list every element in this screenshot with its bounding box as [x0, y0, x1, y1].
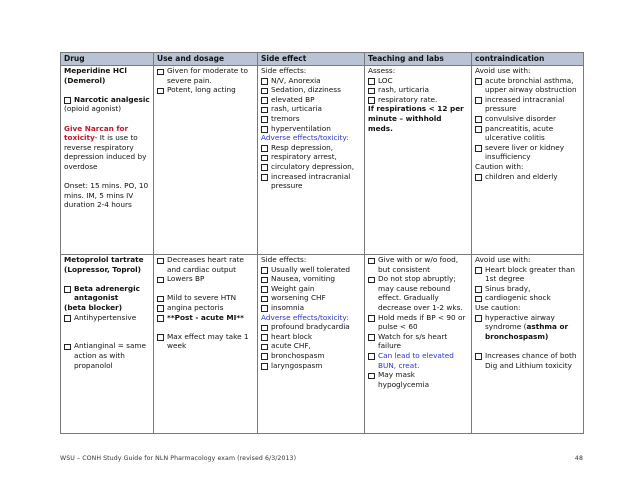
narcan-label: Give Narcan for toxicity	[64, 123, 129, 143]
list-item: Resp depression,	[261, 143, 361, 153]
list-item: Hold meds if BP < 90 or pulse < 60	[368, 313, 468, 332]
side-heading: Side effects:	[261, 255, 307, 264]
duration-text: duration 2-4 hours	[64, 200, 132, 210]
list-item: Can lead to elevated BUN, creat.	[368, 351, 468, 370]
list-item: Usually well tolerated	[261, 265, 361, 275]
side-effect-cell	[258, 255, 365, 434]
caution-heading: Use caution:	[475, 302, 521, 312]
list-item: Increases chance of both Dig and Lithium toxicity	[475, 351, 580, 370]
contra-heading: Avoid use with:	[475, 255, 531, 264]
side-heading: Side effects:	[261, 66, 307, 75]
list-item: pancreatitis, acute ulcerative colitis	[475, 124, 580, 143]
narcan-text: - It is use to reverse respiratory depression induced by overdose	[64, 133, 147, 171]
list-item: Potent, long acting	[157, 85, 254, 95]
list-item: laryngospasm	[261, 361, 361, 371]
list-item: rash, urticaria	[261, 104, 361, 114]
list-item: bronchospasm	[261, 351, 361, 361]
side-effect-cell	[258, 66, 365, 255]
list-item: **Post - acute MI**	[157, 313, 254, 323]
header-teaching: Teaching and labs	[365, 53, 472, 66]
drug-name: Meperidine HCl	[64, 66, 127, 75]
use-cell	[154, 255, 258, 434]
header-contraindication: contraindication	[472, 53, 584, 66]
list-item: N/V, Anorexia	[261, 76, 361, 86]
drug-brand: (Lopressor, Toprol)	[64, 264, 141, 274]
list-item: circulatory depression,	[261, 162, 361, 172]
narcan-note	[64, 124, 150, 172]
table-row	[61, 66, 584, 255]
drug-name: Metoprolol tartrate	[64, 255, 144, 264]
caution-heading: Caution with:	[475, 161, 524, 171]
list-item: heart block	[261, 332, 361, 342]
drug-brand: (Demerol)	[64, 75, 106, 85]
table-row	[61, 255, 584, 434]
caution-bold: asthma or bronchospasm)	[485, 322, 569, 341]
contraindication-cell	[472, 66, 584, 255]
list-item: Mild to severe HTN	[157, 293, 254, 303]
drug-class: Narcotic analgesic	[64, 95, 150, 105]
drug-cell	[61, 66, 154, 255]
drug-class-sub: (beta blocker)	[64, 302, 123, 312]
list-item: Max effect may take 1 week	[157, 332, 254, 351]
list-item: insomnia	[261, 303, 361, 313]
contra-heading: Avoid use with:	[475, 66, 531, 75]
teaching-heading: Assess:	[368, 66, 396, 75]
drug-cell	[61, 255, 154, 434]
list-item: Watch for s/s heart failure	[368, 332, 468, 351]
drug-class: Antihypertensive	[64, 313, 150, 323]
caution-text: hyperactive airway syndrome (	[485, 312, 555, 332]
list-item: elevated BP	[261, 95, 361, 105]
drug-class: Beta adrenergic antagonist	[64, 284, 150, 303]
adverse-heading: Adverse effects/toxicity:	[261, 312, 349, 322]
table-header-row	[61, 53, 584, 66]
onset-text: Onset: 15 mins. PO, 10 mins. IM, 5 mins IV	[64, 181, 149, 200]
list-item: convulsive disorder	[475, 114, 580, 124]
list-item: profound bradycardia	[261, 322, 361, 332]
drug-class: Antianginal = same action as with propanolol	[64, 341, 150, 370]
list-item: acute CHF,	[261, 341, 361, 351]
list-item: hyperventilation	[261, 124, 361, 134]
list-item: children and elderly	[475, 172, 580, 182]
list-item: severe liver or kidney insufficiency	[475, 143, 580, 162]
list-item: increased intracranial pressure	[475, 95, 580, 114]
header-side-effect: Side effect	[258, 53, 365, 66]
list-item: Nausea, vomiting	[261, 274, 361, 284]
list-item: tremors	[261, 114, 361, 124]
use-cell	[154, 66, 258, 255]
list-item: May mask hypoglycemia	[368, 370, 468, 389]
teaching-note: If respirations < 12 per minute – withhold meds.	[368, 104, 464, 133]
list-item: Weight gain	[261, 284, 361, 294]
list-item: Do not stop abruptly; may cause rebound effect. Gradually decrease over 1-2 wks.	[368, 274, 468, 312]
drug-table	[60, 52, 584, 434]
list-item: rash, urticaria	[368, 85, 468, 95]
page-number: 48	[574, 455, 583, 462]
list-item: acute bronchial asthma, upper airway obstruction	[475, 76, 580, 95]
list-item: Lowers BP	[157, 274, 254, 284]
teaching-cell	[365, 255, 472, 434]
list-item: angina pectoris	[157, 303, 254, 313]
list-item: worsening CHF	[261, 293, 361, 303]
header-use: Use and dosage	[154, 53, 258, 66]
list-item: increased intracranial pressure	[261, 172, 361, 191]
list-item: Give with or w/o food, but consistent	[368, 255, 468, 274]
list-item: Heart block greater than 1st degree	[475, 265, 580, 284]
teaching-cell	[365, 66, 472, 255]
contraindication-cell	[472, 255, 584, 434]
list-item	[475, 313, 580, 342]
list-item: respiratory arrest,	[261, 152, 361, 162]
header-drug: Drug	[61, 53, 154, 66]
drug-class-sub: (opioid agonist)	[64, 104, 122, 114]
list-item: Decreases heart rate and cardiac output	[157, 255, 254, 274]
list-item: Given for moderate to severe pain.	[157, 66, 254, 85]
page-footer	[60, 455, 583, 462]
list-item: Sedation, dizziness	[261, 85, 361, 95]
list-item: LOC	[368, 76, 468, 86]
list-item: cardiogenic shock	[475, 293, 580, 303]
list-item: Sinus brady,	[475, 284, 580, 294]
list-item: respiratory rate.	[368, 95, 468, 105]
adverse-heading: Adverse effects/toxicity:	[261, 133, 349, 143]
footer-text: WSU – CONH Study Guide for NLN Pharmacology exam (revised 6/3/2013)	[60, 455, 297, 462]
